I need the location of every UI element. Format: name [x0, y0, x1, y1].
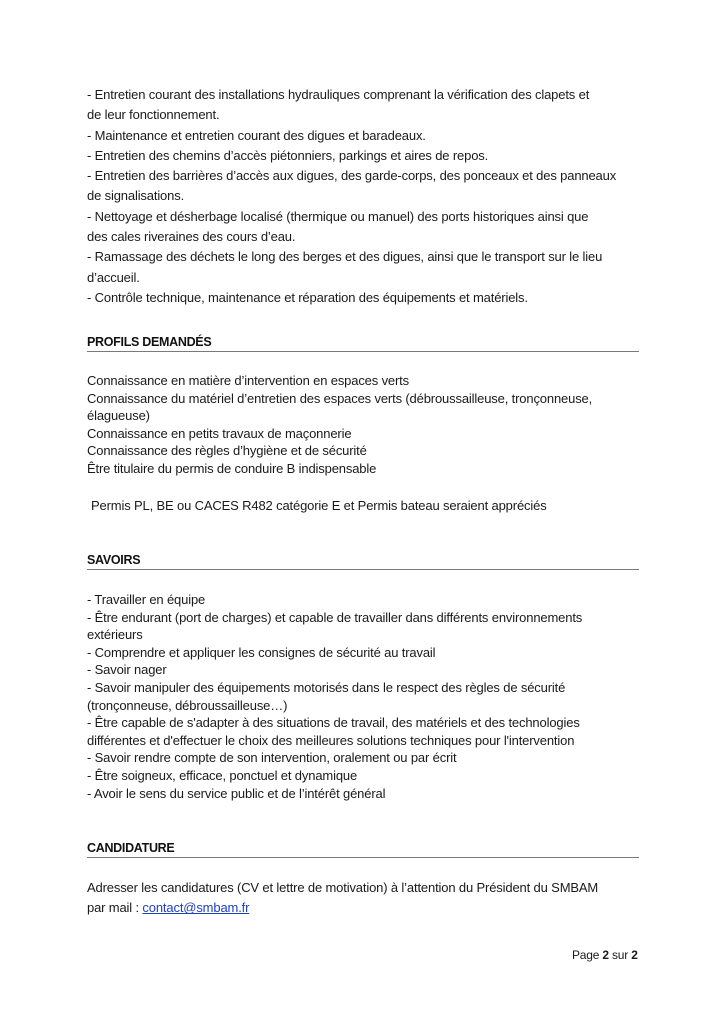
list-item: - Savoir rendre compte de son intervention, oralement ou par écrit	[87, 750, 457, 766]
candidature-instructions: Adresser les candidatures (CV et lettre de motivation) à l’attention du Président du SMBAM	[87, 880, 599, 895]
list-item: élagueuse)	[87, 408, 150, 424]
list-item: - Savoir nager	[87, 662, 167, 678]
list-item: - Être soigneux, efficace, ponctuel et dynamique	[87, 767, 358, 783]
list-item: des cales riveraines des cours d’eau.	[87, 229, 296, 245]
email-link[interactable]: contact@smbam.fr	[142, 900, 250, 916]
candidature-text	[87, 878, 647, 919]
list-item: Connaissance des règles d’hygiène et de sécurité	[87, 443, 367, 459]
section-heading-savoirs: SAVOIRS	[87, 553, 639, 570]
list-item: Connaissance en matière d’intervention en espaces verts	[87, 373, 409, 388]
list-item: - Savoir manipuler des équipements motorisés dans le respect des règles de sécurité	[87, 679, 566, 695]
list-item: - Être capable de s'adapter à des situations de travail, des matériels et des technologies	[87, 715, 580, 731]
list-item: - Comprendre et appliquer les consignes de sécurité au travail	[87, 644, 436, 660]
profils-note	[87, 497, 647, 515]
section-heading-profils: PROFILS DEMANDÉS	[87, 335, 639, 352]
list-item: - Ramassage des déchets le long des berges et des digues, ainsi que le transport sur le lieu	[87, 249, 603, 265]
list-item: - Entretien des chemins d’accès piétonniers, parkings et aires de repos.	[87, 147, 489, 163]
list-item: Être titulaire du permis de conduire B indispensable	[87, 460, 377, 476]
list-item: Connaissance du matériel d’entretien des espaces verts (débroussailleuse, tronçonneuse,	[87, 390, 593, 406]
list-item: (tronçonneuse, débroussailleuse…)	[87, 697, 288, 713]
current-page-number: 2	[602, 948, 609, 962]
permits-note: Permis PL, BE ou CACES R482 catégorie E et Permis bateau seraient appréciés	[91, 498, 547, 513]
total-pages-number: 2	[631, 948, 638, 962]
list-item: - Avoir le sens du service public et de l’intérêt général	[87, 785, 386, 801]
list-item: différentes et d'effectuer le choix des meilleures solutions techniques pour l'intervention	[87, 732, 575, 748]
list-item: - Entretien des barrières d’accès aux digues, des garde-corps, des ponceaux et des panneaux	[87, 168, 617, 184]
missions-list	[87, 85, 647, 308]
candidature-email-line	[87, 898, 647, 918]
list-item: Connaissance en petits travaux de maçonnerie	[87, 425, 352, 441]
list-item: - Entretien courant des installations hydrauliques comprenant la vérification des clapets et	[87, 87, 590, 102]
list-item: extérieurs	[87, 627, 143, 643]
page-word: Page	[572, 948, 603, 962]
page-number-footer	[572, 948, 638, 962]
list-item: de leur fonctionnement.	[87, 107, 220, 123]
section-heading-candidature: CANDIDATURE	[87, 841, 639, 858]
list-item: - Être endurant (port de charges) et capable de travailler dans différents environnements	[87, 609, 583, 625]
email-prefix: par mail :	[87, 900, 143, 916]
savoirs-list	[87, 591, 647, 802]
list-item: - Nettoyage et désherbage localisé (thermique ou manuel) des ports historiques ainsi que	[87, 208, 589, 224]
list-item: - Contrôle technique, maintenance et réparation des équipements et matériels.	[87, 289, 528, 305]
profils-list	[87, 372, 647, 478]
list-item: d’accueil.	[87, 269, 140, 285]
list-item: de signalisations.	[87, 188, 185, 204]
sur-word: sur	[608, 948, 632, 962]
list-item: - Maintenance et entretien courant des digues et baradeaux.	[87, 127, 426, 143]
list-item: - Travailler en équipe	[87, 592, 206, 607]
